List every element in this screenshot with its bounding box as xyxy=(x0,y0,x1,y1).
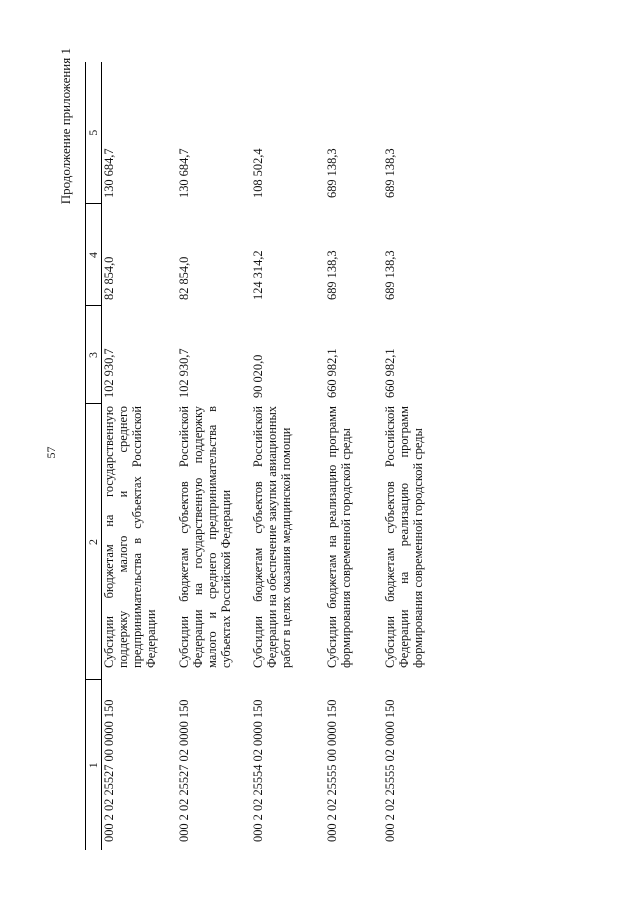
page-number: 57 xyxy=(44,446,58,459)
budget-code: 000 2 02 25555 00 0000 150 xyxy=(325,699,339,842)
column-header-1: 1 xyxy=(86,680,102,850)
table-row xyxy=(177,62,251,850)
column-header-3: 3 xyxy=(86,306,102,404)
item-name: Субсидии бюджетам субъектов Российской Федерации на государственную поддержку малого и среднего предпринимательства в субъектах Российской Федерации xyxy=(177,406,233,668)
budget-code: 000 2 02 25554 02 0000 150 xyxy=(251,699,265,842)
budget-code: 000 2 02 25527 00 0000 150 xyxy=(102,699,116,842)
table-row xyxy=(383,62,441,850)
table-row xyxy=(102,62,178,850)
table-row xyxy=(325,62,383,850)
column-header-4: 4 xyxy=(86,204,102,306)
budget-table xyxy=(85,62,441,850)
value-col4: 124 314,2 xyxy=(251,250,265,300)
value-col4: 82 854,0 xyxy=(102,256,116,300)
value-col4: 689 138,3 xyxy=(383,250,397,300)
budget-code: 000 2 02 25555 02 0000 150 xyxy=(383,699,397,842)
value-col5: 130 684,7 xyxy=(102,148,116,198)
value-col3: 102 930,7 xyxy=(177,348,191,398)
value-col4: 82 854,0 xyxy=(177,256,191,300)
value-col5: 108 502,4 xyxy=(251,148,265,198)
column-header-2: 2 xyxy=(86,404,102,680)
value-col5: 689 138,3 xyxy=(325,148,339,198)
value-col3: 660 982,1 xyxy=(325,348,339,398)
table-header-row xyxy=(86,62,102,850)
item-name: Субсидии бюджетам на реализацию программ формирования современной городской среды xyxy=(325,406,353,668)
value-col3: 102 930,7 xyxy=(102,348,116,398)
value-col3: 660 982,1 xyxy=(383,348,397,398)
budget-code: 000 2 02 25527 02 0000 150 xyxy=(177,699,191,842)
table-row xyxy=(251,62,325,850)
value-col4: 689 138,3 xyxy=(325,250,339,300)
value-col5: 689 138,3 xyxy=(383,148,397,198)
value-col3: 90 020,0 xyxy=(251,354,265,398)
value-col5: 130 684,7 xyxy=(177,148,191,198)
column-header-5: 5 xyxy=(86,62,102,204)
continuation-label: Продолжение приложения 1 xyxy=(58,48,73,205)
item-name: Субсидии бюджетам на государственную поддержку малого и среднего предпринимательства в субъектах Российской Федерации xyxy=(102,406,158,668)
item-name: Субсидии бюджетам субъектов Российской Федерации на реализацию программ формирования современной городской среды xyxy=(383,406,425,668)
item-name: Субсидии бюджетам субъектов Российской Федерации на обеспечение закупки авиационных работ в целях оказания медицинской помощи xyxy=(251,406,293,668)
